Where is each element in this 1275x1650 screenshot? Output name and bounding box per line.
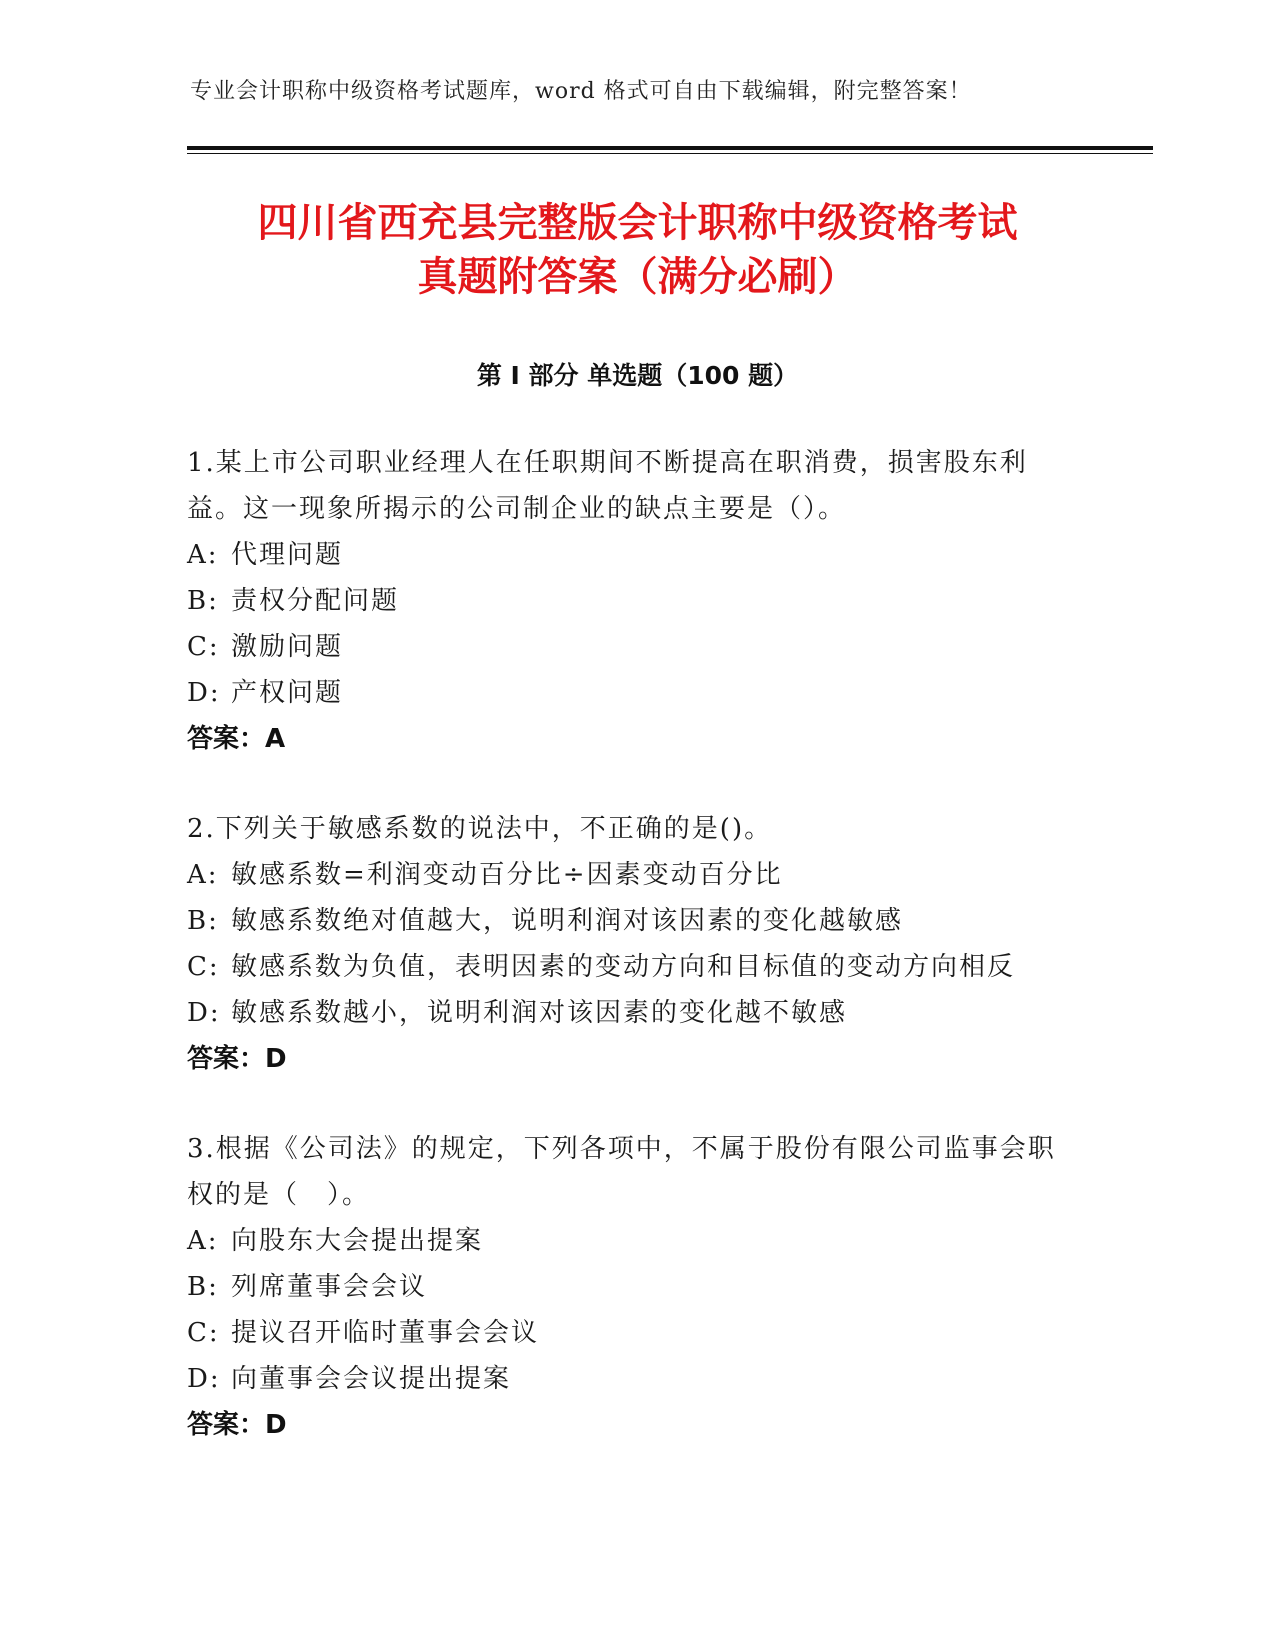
answer-value: A	[265, 724, 286, 754]
option-b	[187, 1264, 1067, 1310]
option-text: 敏感系数越小，说明利润对该因素的变化越不敏感	[231, 998, 848, 1028]
question-1	[187, 440, 1067, 762]
answer-label: 答案：	[187, 1044, 266, 1074]
option-letter: B:	[187, 1272, 219, 1302]
option-letter: C:	[187, 632, 220, 662]
answer-value: D	[265, 1410, 287, 1440]
option-text: 向董事会会议提出提案	[231, 1364, 512, 1394]
option-text: 敏感系数为负值，表明因素的变动方向和目标值的变动方向相反	[231, 952, 1016, 982]
option-letter: B:	[187, 586, 219, 616]
option-text: 代理问题	[231, 540, 344, 570]
answer-line	[187, 1036, 1067, 1082]
option-letter: D:	[187, 678, 221, 708]
option-letter: B:	[187, 906, 219, 936]
option-text: 敏感系数=利润变动百分比÷因素变动百分比	[231, 860, 783, 890]
option-c	[187, 944, 1067, 990]
option-b	[187, 898, 1067, 944]
option-text: 激励问题	[231, 632, 344, 662]
question-stem: 1.某上市公司职业经理人在任职期间不断提高在职消费，损害股东利益。这一现象所揭示的公司制企业的缺点主要是（）。	[187, 448, 1028, 524]
option-b	[187, 578, 1067, 624]
header-note: 专业会计职称中级资格考试题库，word 格式可自由下载编辑，附完整答案！	[190, 79, 972, 104]
answer-value: D	[265, 1044, 287, 1074]
section-title: 第 I 部分 单选题（100 题）	[476, 361, 799, 390]
option-d	[187, 990, 1067, 1036]
answer-line	[187, 1402, 1067, 1448]
option-letter: D:	[187, 998, 221, 1028]
option-letter: C:	[187, 1318, 220, 1348]
option-text: 产权问题	[231, 678, 344, 708]
option-text: 敏感系数绝对值越大，说明利润对该因素的变化越敏感	[231, 906, 904, 936]
document-title-line1: 四川省西充县完整版会计职称中级资格考试	[257, 200, 1018, 246]
answer-line	[187, 716, 1067, 762]
question-stem: 3.根据《公司法》的规定，下列各项中，不属于股份有限公司监事会职权的是（ ）。	[187, 1134, 1056, 1210]
answer-label: 答案：	[187, 1410, 266, 1440]
option-text: 向股东大会提出提案	[231, 1226, 484, 1256]
question-3	[187, 1126, 1067, 1448]
option-letter: A:	[187, 1226, 219, 1256]
answer-label: 答案：	[187, 724, 266, 754]
header-divider-thin	[187, 153, 1153, 154]
option-text: 提议召开临时董事会会议	[231, 1318, 540, 1348]
option-c	[187, 1310, 1067, 1356]
document-title	[150, 196, 1125, 304]
option-letter: A:	[187, 540, 219, 570]
option-letter: A:	[187, 860, 219, 890]
header-divider-thick	[187, 146, 1153, 150]
question-2	[187, 806, 1067, 1082]
option-d	[187, 1356, 1067, 1402]
question-list	[187, 440, 1067, 1492]
option-text: 责权分配问题	[231, 586, 400, 616]
option-a	[187, 852, 1067, 898]
question-stem: 2.下列关于敏感系数的说法中，不正确的是()。	[187, 814, 773, 844]
option-a	[187, 532, 1067, 578]
option-letter: C:	[187, 952, 220, 982]
option-c	[187, 624, 1067, 670]
option-text: 列席董事会会议	[231, 1272, 428, 1302]
document-title-line2: 真题附答案（满分必刷）	[417, 254, 858, 300]
option-d	[187, 670, 1067, 716]
option-letter: D:	[187, 1364, 221, 1394]
option-a	[187, 1218, 1067, 1264]
